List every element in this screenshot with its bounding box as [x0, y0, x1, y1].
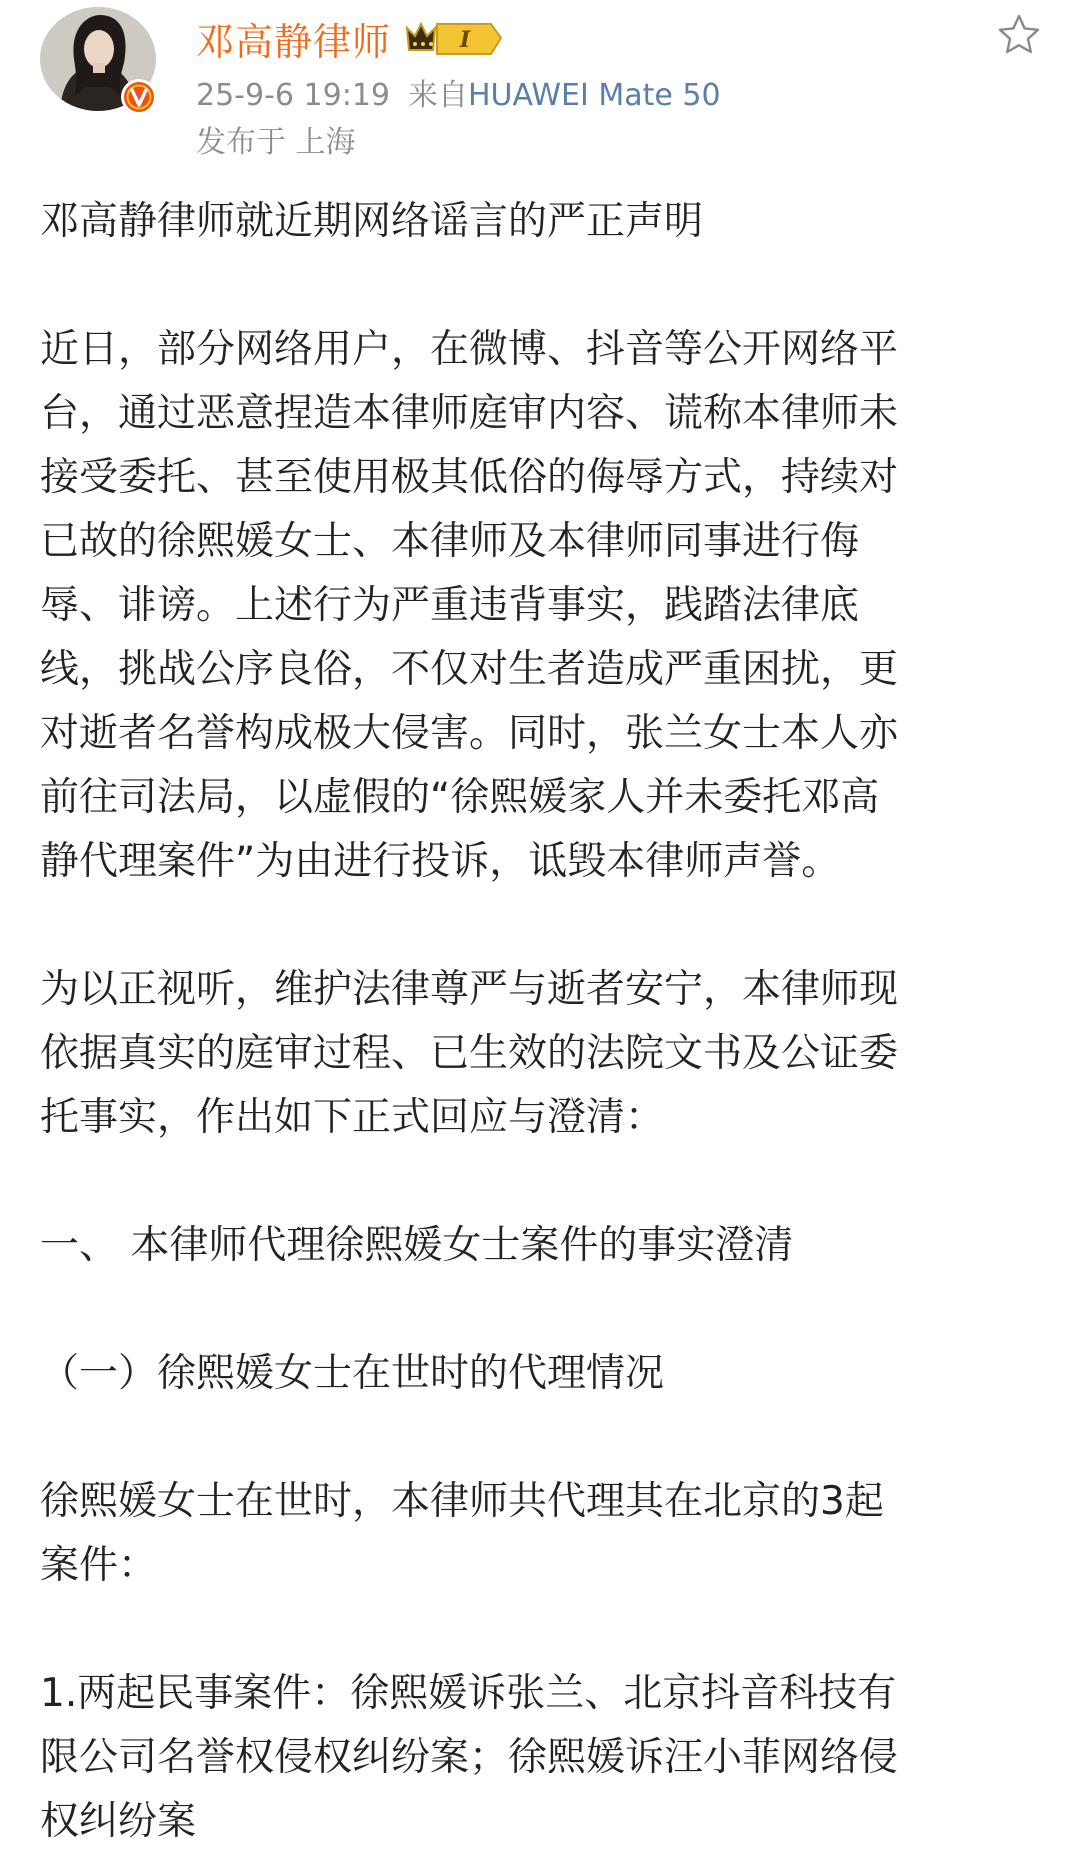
- post-content: [40, 190, 1040, 1854]
- svg-text:I: I: [459, 27, 471, 53]
- paragraph-line: 前往司法局，以虚假的“徐熙媛家人并未委托邓高: [40, 775, 880, 820]
- paragraph-line: 托事实，作出如下正式回应与澄清：: [40, 1095, 665, 1140]
- paragraph-line: 徐熙媛女士在世时，本律师共代理其在北京的3起: [40, 1479, 884, 1524]
- paragraph-line: 为以正视听，维护法律尊严与逝者安宁，本律师现: [40, 967, 899, 1012]
- subsection-heading: （一）徐熙媛女士在世时的代理情况: [40, 1351, 665, 1396]
- paragraph-line: 1.两起民事案件：徐熙媛诉张兰、北京抖音科技有: [40, 1671, 897, 1716]
- paragraph-line: 近日，部分网络用户，在微博、抖音等公开网络平: [40, 327, 899, 372]
- post-timestamp: 25-9-6 19:19: [196, 78, 390, 113]
- post-header: [0, 0, 1080, 170]
- author-name[interactable]: 邓高静律师: [196, 19, 392, 64]
- paragraph-line: 接受委托、甚至使用极其低俗的侮辱方式，持续对: [40, 455, 899, 500]
- source-prefix: 来自: [408, 78, 468, 113]
- paragraph-line: 限公司名誉权侵权纠纷案；徐熙媛诉汪小菲网络侵: [40, 1735, 899, 1780]
- statement-title: 邓高静律师就近期网络谣言的严正声明: [40, 199, 704, 244]
- paragraph-line: 权纠纷案: [40, 1799, 197, 1844]
- paragraph-line: 对逝者名誉构成极大侵害。同时，张兰女士本人亦: [40, 711, 899, 756]
- author-row: [196, 10, 503, 66]
- source-device[interactable]: HUAWEI Mate 50: [468, 78, 721, 113]
- post-meta: [196, 70, 721, 114]
- paragraph-line: 线，挑战公序良俗，不仅对生者造成严重困扰，更: [40, 647, 899, 692]
- verified-v-icon: [119, 77, 159, 117]
- avatar[interactable]: [40, 7, 156, 111]
- post-location: 发布于 上海: [196, 125, 356, 160]
- paragraph-line: 辱、诽谤。上述行为严重违背事实，践踏法律底: [40, 583, 860, 628]
- paragraph-line: 已故的徐熙媛女士、本律师及本律师同事进行侮: [40, 519, 860, 564]
- paragraph-line: 依据真实的庭审过程、已生效的法院文书及公证委: [40, 1031, 899, 1076]
- star-icon[interactable]: [996, 12, 1042, 58]
- section-heading: 一、 本律师代理徐熙媛女士案件的事实澄清: [40, 1223, 794, 1268]
- paragraph-line: 案件：: [40, 1543, 158, 1588]
- paragraph-line: 台，通过恶意捏造本律师庭审内容、谎称本律师未: [40, 391, 899, 436]
- crown-level-icon[interactable]: [403, 16, 503, 60]
- paragraph-line: 静代理案件”为由进行投诉，诋毁本律师声誉。: [40, 839, 841, 884]
